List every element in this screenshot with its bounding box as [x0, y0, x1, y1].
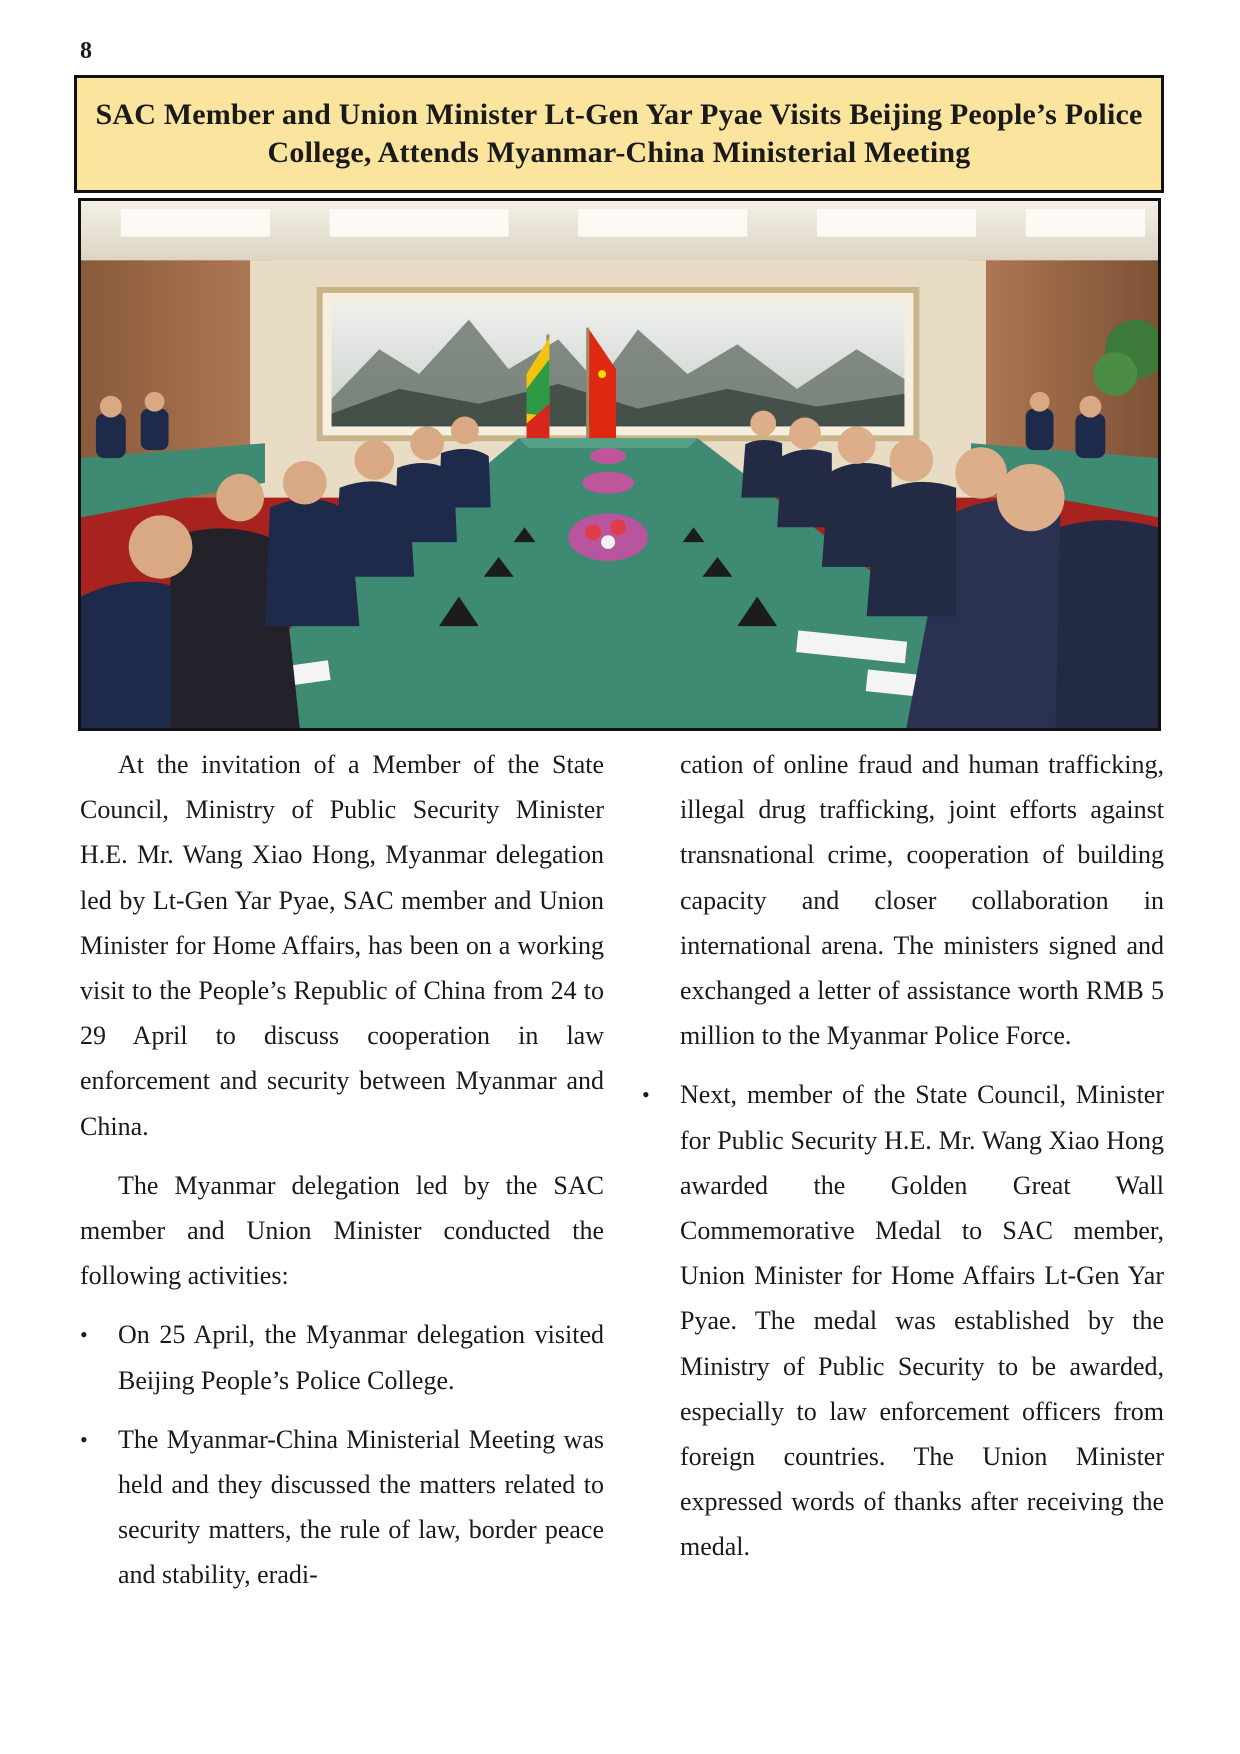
page-number: 8 — [80, 38, 92, 64]
activities-paragraph: The Myanmar delegation led by the SAC member and Union Minister conducted the following activities: — [80, 1170, 604, 1291]
list-item — [80, 1417, 604, 1598]
meeting-photo-illustration — [81, 201, 1158, 728]
list-item-text: Next, member of the State Council, Minister for Public Security H.E. Mr. Wang Xiao Hong awarded the Golden Great Wall Commemorative Medal to SAC member, Union Minister for Home Affairs Lt-Gen Yar Pyae. The medal was established by the Ministry of Public Security to be awarded, especially to law enforcement officers from foreign countries. The Union Minister expressed words of thanks after receiving the medal. — [680, 1080, 1164, 1562]
intro-paragraph: At the invitation of a Member of the State Council, Ministry of Public Security Minister H.E. Mr. Wang Xiao Hong, Myanmar delegation led by Lt-Gen Yar Pyae, SAC member and Union Minister for Home Affairs, has been on a working visit to the People’s Republic of China from 24 to 29 April to discuss cooperation in law enforcement and security between Myanmar and China. — [80, 750, 604, 1141]
bullet-icon: • — [80, 1426, 88, 1452]
bullet-icon: • — [642, 1082, 650, 1108]
list-item-text: On 25 April, the Myanmar delegation visited Beijing People’s Police College. — [118, 1320, 604, 1395]
right-column — [642, 742, 1164, 1584]
continued-text: cation of online fraud and human trafficking, illegal drug trafficking, joint efforts against transnational crime, cooperation of building capacity and closer collaboration in international arena. The ministers signed and exchanged a letter of assistance worth RMB 5 million to the Myanmar Police Force. — [680, 750, 1164, 1051]
headline: SAC Member and Union Minister Lt-Gen Yar Pyae Visits Beijing People’s Police College, Attends Myanmar-China Ministerial Meeting — [95, 98, 1143, 169]
headline-box — [74, 75, 1164, 193]
activities-list — [80, 1312, 604, 1597]
list-item — [80, 1312, 604, 1402]
meeting-photo — [78, 198, 1161, 731]
list-item-text: The Myanmar-China Ministerial Meeting was held and they discussed the matters related to security matters, the rule of law, border peace and stability, eradi- — [118, 1424, 604, 1590]
bullet-icon: • — [80, 1322, 88, 1348]
left-column — [80, 742, 604, 1612]
activities-list-continued — [642, 1072, 1164, 1569]
list-item — [642, 1072, 1164, 1569]
